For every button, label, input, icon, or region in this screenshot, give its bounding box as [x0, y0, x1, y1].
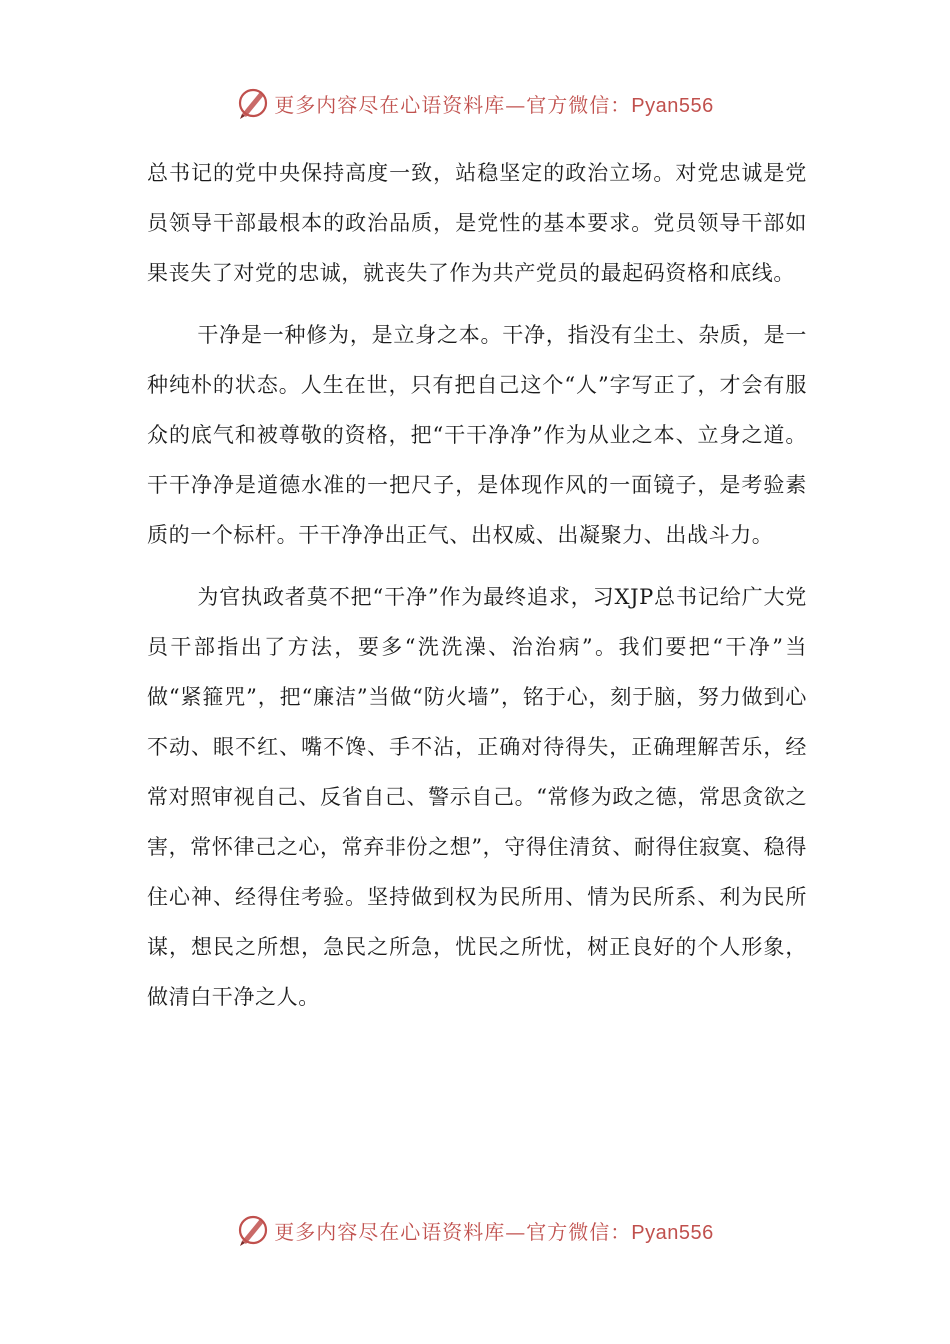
pen-circle-logo-icon — [236, 86, 270, 120]
banner-text-cn: 更多内容尽在心语资料库—官方微信： — [274, 1219, 632, 1244]
paragraph-2: 干净是一种修为，是立身之本。干净，指没有尘土、杂质，是一种纯朴的状态。人生在世，只有把自己这个“人”字写正了，才会有服众的底气和被尊敬的资格，把“干干净净”作为从业之本、立身之道。干干净净是道德水准的一把尺子，是体现作风的一面镜子，是考验素质的一个标杆。干干净净出正气、出权威、出凝聚力、出战斗力。 — [147, 323, 807, 547]
banner-wechat-id: Pyan556 — [631, 94, 714, 117]
banner-text — [274, 89, 713, 118]
paragraph-1: 总书记的党中央保持高度一致，站稳坚定的政治立场。对党忠诚是党员领导干部最根本的政治品质，是党性的基本要求。党员领导干部如果丧失了对党的忠诚，就丧失了作为共产党员的最起码资格和底线。 — [147, 161, 807, 285]
paragraph-3: 为官执政者莫不把“干净”作为最终追求，习XJP总书记给广大党员干部指出了方法，要多“洗洗澡、治治病”。我们要把“干净”当做“紧箍咒”，把“廉洁”当做“防火墙”，铭于心，刻于脑，努力做到心不动、眼不红、嘴不馋、手不沾，正确对待得失，正确理解苦乐，经常对照审视自己、反省自己、警示自己。“常修为政之德，常思贪欲之害，常怀律己之心，常弃非份之想”，守得住清贫、耐得住寂寞、稳得住心神、经得住考验。坚持做到权为民所用、情为民所系、利为民所谋，想民之所想，急民之所急，忧民之所忧，树正良好的个人形象，做清白干净之人。 — [147, 585, 807, 1009]
pen-circle-logo-icon — [236, 1213, 270, 1247]
footer-banner — [0, 1210, 950, 1250]
banner-text-cn: 更多内容尽在心语资料库—官方微信： — [274, 92, 632, 117]
document-body — [147, 148, 807, 1022]
banner-wechat-id: Pyan556 — [631, 1221, 714, 1244]
banner-text — [274, 1216, 713, 1245]
header-banner — [0, 83, 950, 123]
